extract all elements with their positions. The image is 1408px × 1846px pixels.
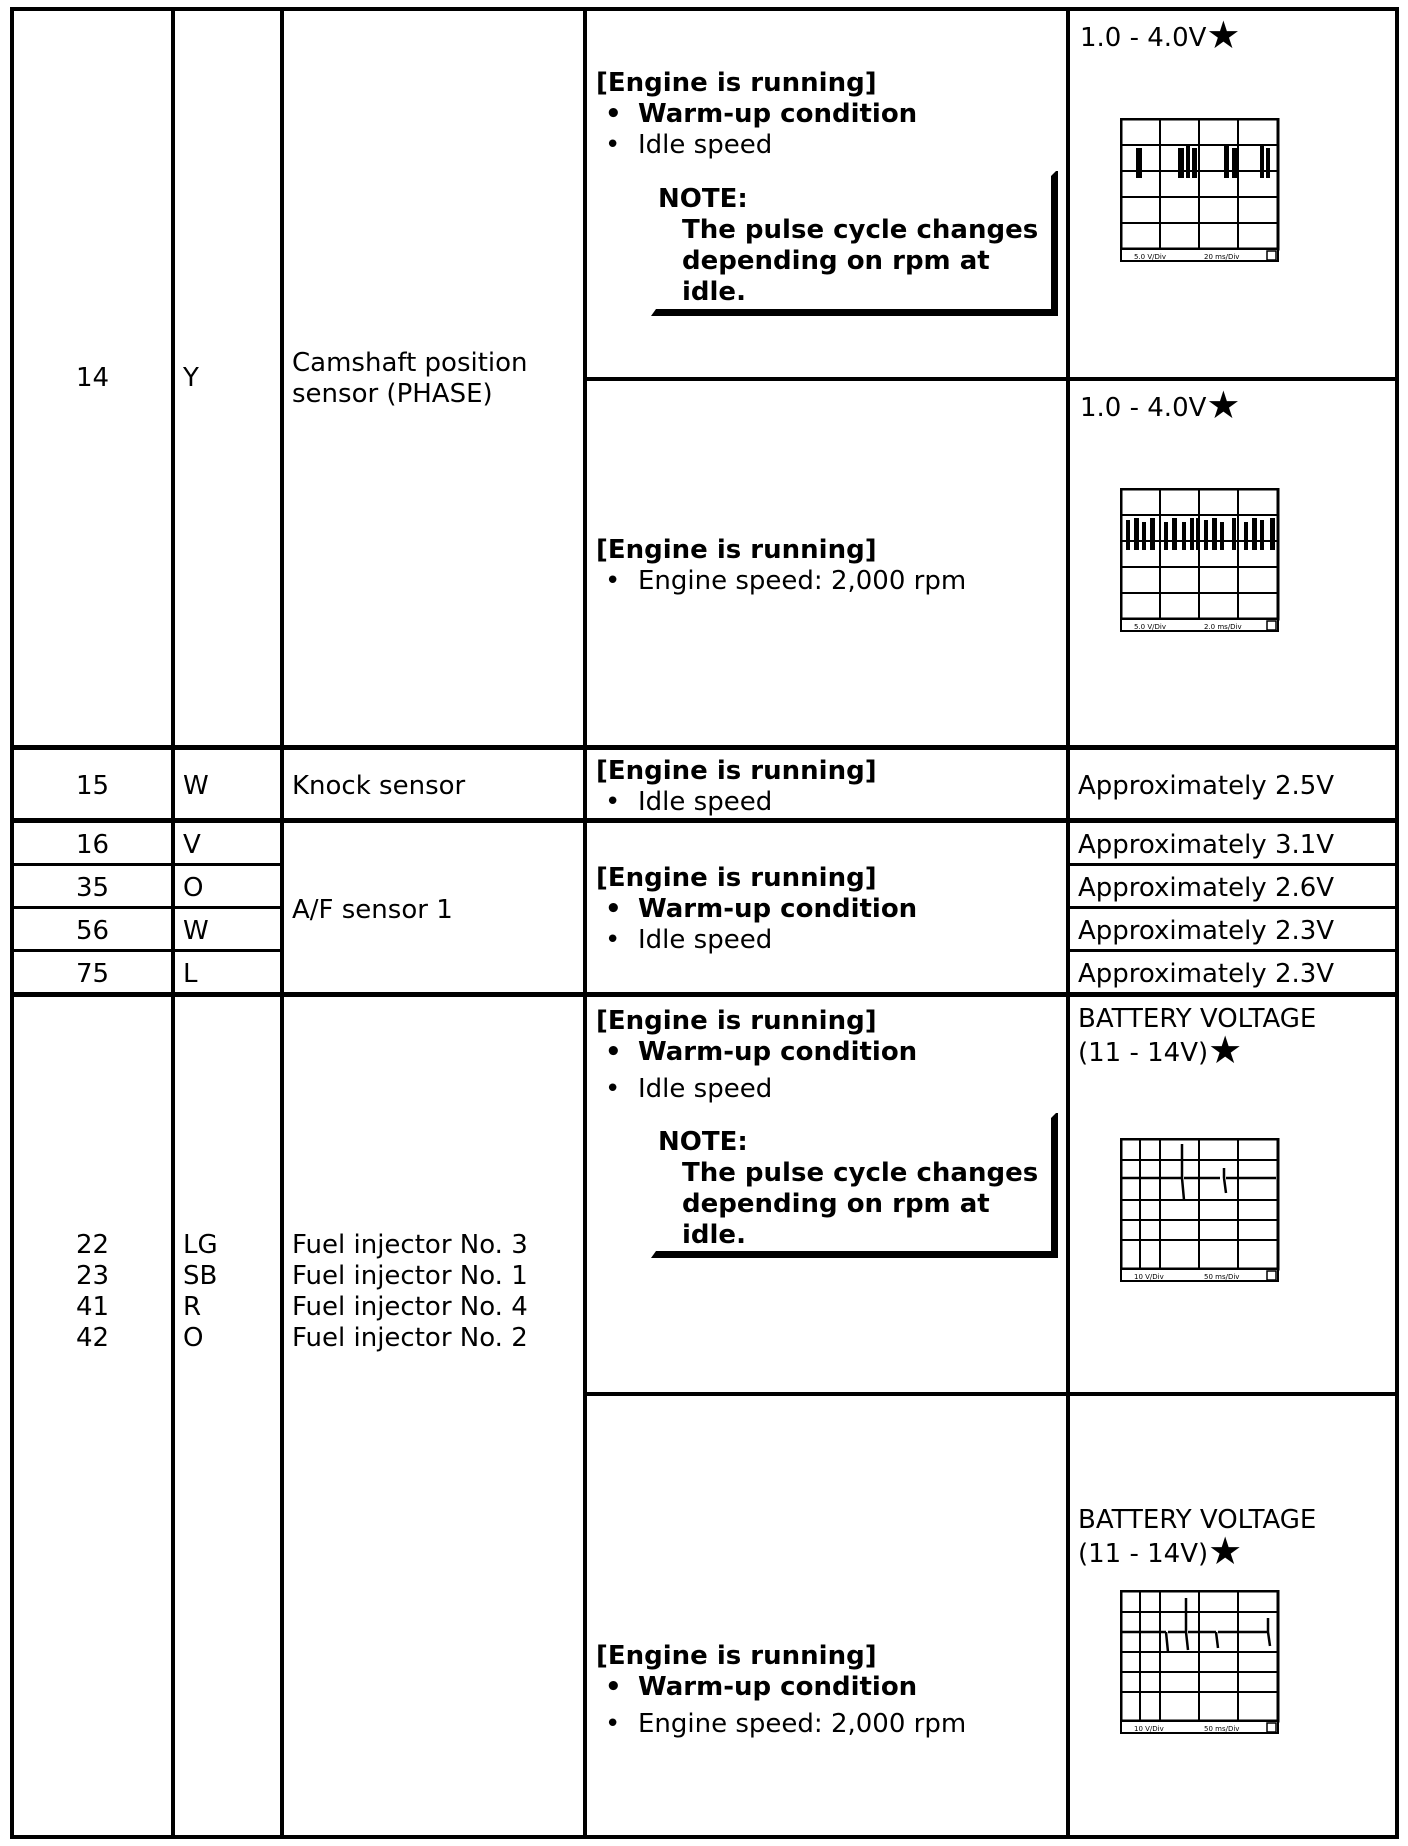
knock-value: Approximately 2.5V [1078,771,1335,801]
note-line: depending on rpm at [682,246,990,276]
scope-footer-left: 5.0 V/Div [1134,253,1166,261]
condition-heading: [Engine is running] [596,1006,877,1036]
af-terminal: 16 [75,830,110,860]
note-frame [640,1110,1065,1265]
af-subrow-divider-1-left [10,863,284,866]
scope-footer-right: 2.0 ms/Div [1204,623,1242,631]
voltage-label: BATTERY VOLTAGE [1078,1505,1317,1535]
condition-heading: [Engine is running] [596,535,877,565]
camshaft-terminal: 14 [75,363,110,393]
note-title: NOTE: [658,184,748,214]
camshaft-wire-color: Y [183,363,199,393]
injector-descriptions [292,1230,528,1354]
injector-description: Fuel injector No. 2 [292,1323,528,1353]
condition-bullet: • Idle speed [596,925,1056,956]
af-subrow-divider-1-right [1066,863,1399,866]
scope-footer-left: 10 V/Div [1134,1273,1164,1281]
column-divider-2 [280,7,284,1839]
condition-bullet: • Idle speed [596,130,1056,161]
star-icon: ★ [1206,13,1241,57]
af-wire-color: V [183,830,201,860]
condition-bullet: • Warm-up condition [596,1037,1056,1068]
column-divider-3 [583,7,587,1839]
condition-bullet: • Warm-up condition [596,1672,1056,1703]
af-value: Approximately 2.3V [1078,916,1335,946]
table-border-bottom [10,1835,1399,1839]
scope-footer-right: 50 ms/Div [1204,1725,1240,1733]
af-value: Approximately 3.1V [1078,830,1335,860]
injector-terminal: 23 [75,1261,110,1291]
camshaft-2000rpm-value [1080,383,1241,427]
af-wire-color: O [183,873,204,903]
condition-heading: [Engine is running] [596,863,877,893]
af-value: Approximately 2.3V [1078,959,1335,989]
af-subrow-divider-2-right [1066,906,1399,909]
note-title: NOTE: [658,1127,748,1157]
injector-description: Fuel injector No. 1 [292,1261,528,1291]
star-icon: ★ [1206,383,1241,427]
voltage-value: 1.0 - 4.0V [1080,23,1207,53]
injector-2000rpm-waveform [1120,1590,1282,1735]
knock-condition [596,756,1056,818]
injector-idle-waveform [1120,1138,1282,1283]
row-divider-camshaft-inner [583,377,1399,381]
camshaft-description-line1: Camshaft position [292,348,528,378]
voltage-label: BATTERY VOLTAGE [1078,1004,1317,1034]
af-condition [596,863,1056,956]
condition-heading: [Engine is running] [596,68,877,98]
af-description: A/F sensor 1 [292,895,453,925]
injector-terminal: 41 [75,1292,110,1322]
note-line: The pulse cycle changes [682,1158,1039,1188]
knock-description: Knock sensor [292,771,466,801]
injector-wire-colors [183,1230,218,1354]
injector-terminal: 42 [75,1323,110,1353]
scope-footer-left: 10 V/Div [1134,1725,1164,1733]
table-border-right [1395,7,1399,1839]
star-icon: ★ [1208,1028,1243,1072]
note-line: idle. [682,1220,746,1250]
injector-2000rpm-condition [596,1641,1056,1740]
injector-description: Fuel injector No. 4 [292,1292,528,1322]
scope-footer-left: 5.0 V/Div [1134,623,1166,631]
row-divider-injector-top [10,992,1399,997]
camshaft-description [292,348,582,410]
condition-bullet: • Warm-up condition [596,894,1056,925]
condition-bullet: • Idle speed [596,1074,1056,1105]
af-subrow-divider-2-left [10,906,284,909]
scope-footer-right: 20 ms/Div [1204,253,1240,261]
star-icon: ★ [1208,1529,1243,1573]
note-line: depending on rpm at [682,1189,990,1219]
camshaft-2000rpm-waveform [1120,488,1282,633]
row-divider-knock-top [10,745,1399,750]
af-terminal: 35 [75,873,110,903]
injector-description: Fuel injector No. 3 [292,1230,528,1260]
injector-wire-color: O [183,1323,204,1353]
knock-terminal: 15 [75,771,110,801]
camshaft-idle-waveform [1120,118,1282,263]
af-value: Approximately 2.6V [1078,873,1335,903]
condition-bullet: • Warm-up condition [596,99,1056,130]
row-divider-injector-inner [583,1392,1399,1396]
condition-bullet: • Engine speed: 2,000 rpm [596,1709,1056,1740]
af-terminal: 56 [75,916,110,946]
note-line: idle. [682,277,746,307]
injector-idle-value [1078,1004,1317,1072]
column-divider-1 [171,7,175,1839]
condition-bullet: • Idle speed [596,787,1056,818]
condition-heading: [Engine is running] [596,1641,877,1671]
condition-heading: [Engine is running] [596,756,877,786]
af-wire-color: W [183,916,209,946]
knock-wire-color: W [183,771,209,801]
injector-idle-condition [596,1006,1056,1105]
row-divider-af-top [10,818,1399,823]
injector-wire-color: LG [183,1230,218,1260]
af-subrow-divider-3-right [1066,949,1399,952]
column-divider-4 [1066,7,1070,1839]
injector-wire-color: R [183,1292,202,1322]
note-line: The pulse cycle changes [682,215,1039,245]
camshaft-description-line2: sensor (PHASE) [292,379,493,409]
injector-wire-color: SB [183,1261,218,1291]
af-subrow-divider-3-left [10,949,284,952]
af-wire-color: L [183,959,198,989]
table-border-top [10,7,1399,11]
voltage-value: 1.0 - 4.0V [1080,393,1207,423]
injector-2000rpm-value [1078,1505,1317,1573]
injector-terminal: 22 [75,1230,110,1260]
voltage-range: (11 - 14V) [1078,1539,1209,1569]
camshaft-idle-value [1080,13,1241,57]
camshaft-idle-condition [596,68,1056,161]
injector-terminals [14,1230,171,1354]
note-frame [640,168,1065,323]
voltage-range: (11 - 14V) [1078,1038,1209,1068]
scope-footer-right: 50 ms/Div [1204,1273,1240,1281]
condition-bullet: • Engine speed: 2,000 rpm [596,566,1056,597]
camshaft-2000rpm-condition [596,535,1056,597]
af-terminal: 75 [75,959,110,989]
